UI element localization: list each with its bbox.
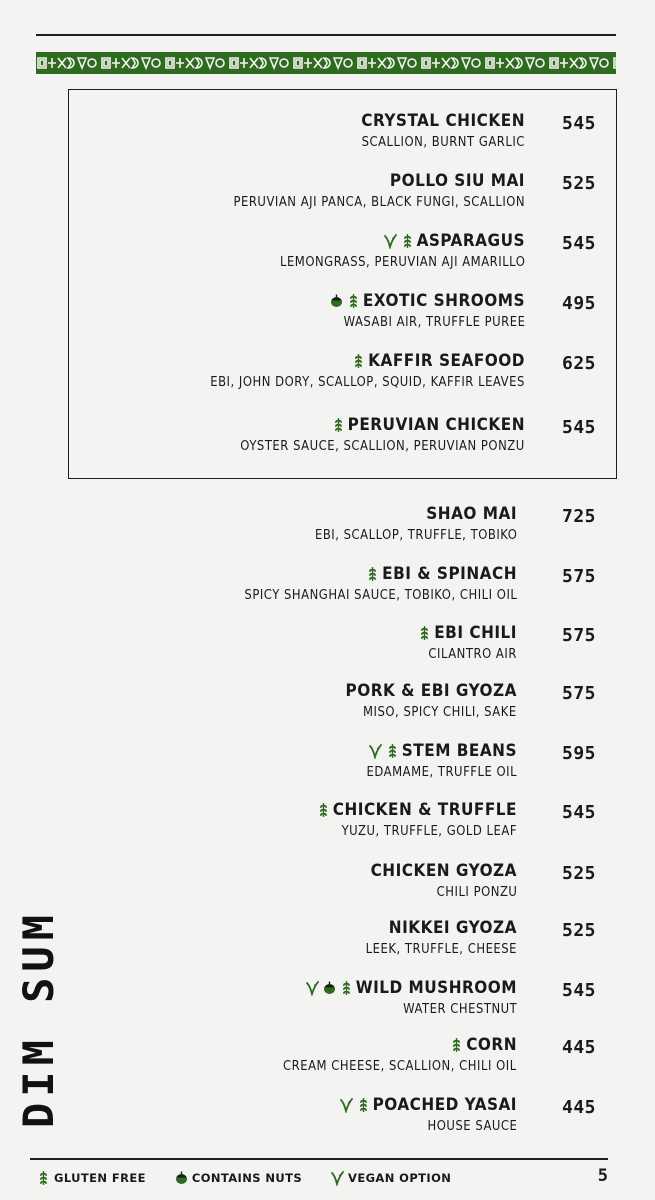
menu-item [371, 861, 517, 900]
item-name-text: EBI CHILI [434, 623, 517, 643]
item-name [371, 861, 517, 881]
nuts-icon [322, 980, 337, 996]
menu-item [339, 1095, 517, 1134]
item-name [313, 800, 517, 820]
item-price: 725 [562, 506, 597, 527]
top-divider [36, 34, 616, 36]
menu-item [305, 978, 517, 1017]
item-description: OYSTER SAUCE, SCALLION, PERUVIAN PONZU [240, 438, 525, 454]
legend-vegan-option-label: VEGAN OPTION [348, 1171, 452, 1185]
item-price: 575 [562, 566, 597, 587]
item-price: 575 [562, 625, 597, 646]
legend-contains-nuts-label: CONTAINS NUTS [191, 1171, 303, 1185]
item-price: 445 [562, 1037, 597, 1058]
item-name [200, 564, 517, 584]
menu-item [186, 171, 525, 210]
item-name [314, 291, 525, 311]
item-name-text: CHICKEN & TRUFFLE [332, 800, 517, 820]
item-name-text: POLLO SIU MAI [389, 171, 525, 191]
menu-item [240, 231, 525, 270]
item-description: MISO, SPICY CHILI, SAKE [363, 704, 517, 720]
item-name [282, 504, 517, 524]
item-name-text: EBI & SPINACH [382, 564, 517, 584]
item-description: WASABI AIR, TRUFFLE PUREE [343, 314, 525, 330]
menu-item [245, 1035, 517, 1074]
item-name [186, 171, 525, 191]
item-name [245, 1035, 517, 1055]
legend-vegan-option [330, 1170, 451, 1186]
item-name-text: PORK & EBI GYOZA [345, 681, 517, 701]
menu-item [313, 800, 517, 839]
item-description: YUZU, TRUFFLE, GOLD LEAF [341, 823, 517, 839]
menu-item [414, 623, 517, 662]
item-name [342, 741, 517, 761]
vegan-icon [305, 980, 320, 996]
item-price: 545 [562, 980, 597, 1001]
item-name-text: CHICKEN GYOZA [370, 861, 517, 881]
legend-gluten-free-label: GLUTEN FREE [54, 1171, 146, 1185]
item-description: CHILI PONZU [436, 884, 517, 900]
item-name [159, 351, 525, 371]
menu-item [282, 504, 517, 543]
menu-item [314, 291, 525, 330]
item-price: 575 [562, 683, 597, 704]
menu-item [200, 564, 517, 603]
item-description: EBI, JOHN DORY, SCALLOP, SQUID, KAFFIR LEAVES [210, 374, 525, 390]
item-price: 545 [562, 233, 597, 254]
gluten-free-icon [331, 417, 346, 433]
item-name [338, 681, 517, 701]
item-name-text: KAFFIR SEAFOOD [368, 351, 525, 371]
item-description: EDAMAME, TRUFFLE OIL [366, 764, 517, 780]
item-name-text: SHAO MAI [426, 504, 517, 524]
item-name [194, 415, 525, 435]
dietary-legend [36, 1170, 451, 1186]
bottom-divider [30, 1158, 608, 1160]
gluten-free-icon [449, 1037, 464, 1053]
item-description: PERUVIAN AJI PANCA, BLACK FUNGI, SCALLION [233, 194, 525, 210]
item-name [414, 623, 517, 643]
item-name [339, 1095, 517, 1115]
menu-item [335, 111, 525, 150]
item-name [335, 111, 525, 131]
item-description: LEMONGRASS, PERUVIAN AJI AMARILLO [279, 254, 525, 270]
item-name-text: NIKKEI GYOZA [388, 918, 517, 938]
gluten-free-icon [365, 566, 380, 582]
item-price: 595 [562, 743, 597, 764]
item-name-text: EXOTIC SHROOMS [362, 291, 525, 311]
item-name-text: CORN [466, 1035, 517, 1055]
item-name [240, 231, 525, 251]
item-name [341, 918, 517, 938]
item-price: 545 [562, 417, 597, 438]
gluten-free-icon [400, 233, 415, 249]
item-name [305, 978, 517, 998]
item-description: CILANTRO AIR [428, 646, 517, 662]
decorative-pattern-band [36, 52, 616, 74]
item-name-text: STEM BEANS [401, 741, 517, 761]
gluten-free-icon [356, 1097, 371, 1113]
item-name-text: CRYSTAL CHICKEN [361, 111, 525, 131]
item-description: HOUSE SAUCE [427, 1118, 517, 1134]
pattern-graphic [36, 52, 616, 74]
page-number: 5 [597, 1166, 608, 1186]
vegan-icon [368, 743, 383, 759]
menu-item [159, 351, 525, 390]
item-price: 625 [562, 353, 597, 374]
item-description: SPICY SHANGHAI SAUCE, TOBIKO, CHILI OIL [244, 587, 517, 603]
gluten-free-icon [316, 802, 331, 818]
gluten-free-icon [339, 980, 354, 996]
gluten-free-icon [346, 293, 361, 309]
vegan-icon [330, 1170, 345, 1186]
item-description: SCALLION, BURNT GARLIC [361, 134, 525, 150]
item-name-text: PERUVIAN CHICKEN [347, 415, 525, 435]
item-price: 545 [562, 113, 597, 134]
item-name-text: POACHED YASAI [372, 1095, 517, 1115]
section-title: DIM SUM [14, 908, 63, 1128]
legend-gluten-free [36, 1170, 146, 1186]
nuts-icon [329, 293, 344, 309]
legend-contains-nuts [174, 1170, 302, 1186]
gluten-free-icon [385, 743, 400, 759]
item-description: WATER CHESTNUT [402, 1001, 517, 1017]
gluten-free-icon [36, 1170, 51, 1186]
gluten-free-icon [351, 353, 366, 369]
nuts-icon [174, 1170, 189, 1186]
menu-item [341, 918, 517, 957]
item-price: 495 [562, 293, 597, 314]
vegan-icon [383, 233, 398, 249]
item-description: EBI, SCALLOP, TRUFFLE, TOBIKO [314, 527, 517, 543]
item-description: LEEK, TRUFFLE, CHEESE [365, 941, 517, 957]
menu-item [194, 415, 525, 454]
vegan-icon [339, 1097, 354, 1113]
item-price: 525 [562, 920, 597, 941]
item-name-text: WILD MUSHROOM [355, 978, 517, 998]
item-description: CREAM CHEESE, SCALLION, CHILI OIL [283, 1058, 517, 1074]
gluten-free-icon [417, 625, 432, 641]
menu-item [338, 681, 517, 720]
menu-item [342, 741, 517, 780]
item-price: 525 [562, 173, 597, 194]
item-price: 525 [562, 863, 597, 884]
item-price: 445 [562, 1097, 597, 1118]
item-name-text: ASPARAGUS [416, 231, 525, 251]
item-price: 545 [562, 802, 597, 823]
